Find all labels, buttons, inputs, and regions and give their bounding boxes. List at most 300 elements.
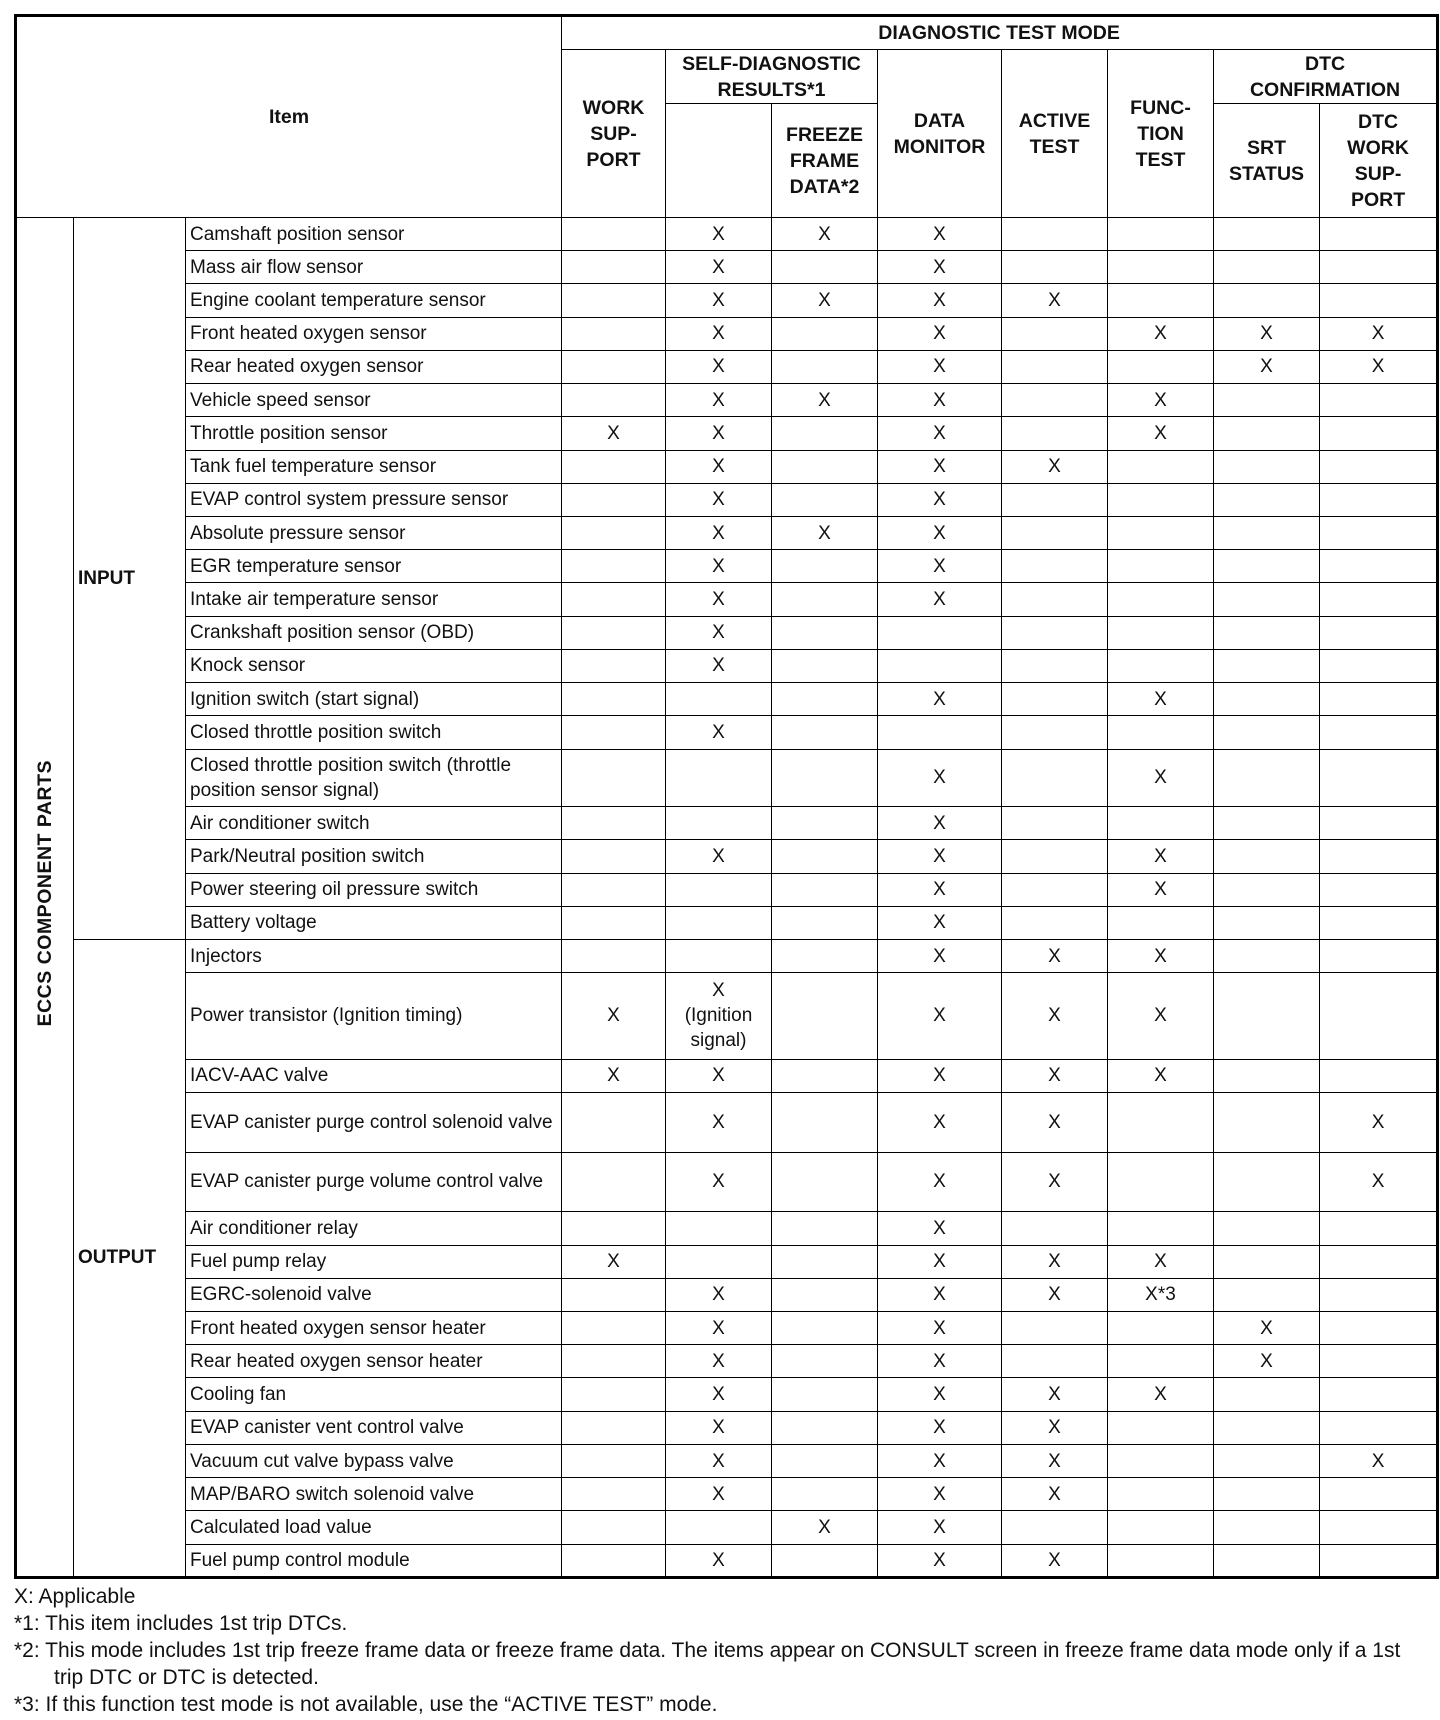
mark-cell <box>1320 1478 1438 1511</box>
mark-cell: X <box>878 1312 1002 1345</box>
mark-cell <box>1214 1059 1320 1092</box>
mark-cell <box>772 1444 878 1477</box>
table-row <box>16 807 1438 840</box>
mark-cell: X <box>666 1059 772 1092</box>
item-cell: EVAP canister vent control valve <box>186 1411 562 1444</box>
mark-cell <box>1002 417 1108 450</box>
mark-cell: X <box>878 516 1002 549</box>
item-cell: Absolute pressure sensor <box>186 516 562 549</box>
mark-cell: X <box>878 317 1002 350</box>
mark-cell <box>1108 583 1214 616</box>
mark-cell <box>562 939 666 972</box>
mark-cell <box>1320 1278 1438 1311</box>
mark-cell: X <box>878 1278 1002 1311</box>
mark-cell <box>772 1245 878 1278</box>
mark-cell: X <box>878 840 1002 873</box>
mark-cell: X <box>878 550 1002 583</box>
mark-cell <box>772 1312 878 1345</box>
mark-cell <box>666 1511 772 1544</box>
mark-cell <box>1108 716 1214 749</box>
mark-cell <box>772 1544 878 1577</box>
mark-cell: X <box>666 483 772 516</box>
item-cell: EVAP control system pressure sensor <box>186 483 562 516</box>
mark-cell <box>1002 218 1108 251</box>
mark-cell: X (Ignition signal) <box>666 973 772 1059</box>
mark-cell: X <box>666 583 772 616</box>
mark-cell <box>562 1278 666 1311</box>
mark-cell: X <box>1320 1152 1438 1212</box>
note-3: *3: If this function test mode is not available, use the “ACTIVE TEST” mode. <box>14 1693 718 1716</box>
mark-cell <box>1214 450 1320 483</box>
mark-cell <box>1002 873 1108 906</box>
mark-cell: X <box>1002 1411 1108 1444</box>
mark-cell: X <box>878 483 1002 516</box>
mark-cell: X <box>1002 1544 1108 1577</box>
mark-cell <box>1214 1444 1320 1477</box>
mark-cell <box>1320 906 1438 939</box>
mark-cell: X <box>1320 1092 1438 1152</box>
mark-cell <box>1320 973 1438 1059</box>
mark-cell <box>1108 1478 1214 1511</box>
mark-cell <box>1002 840 1108 873</box>
mark-cell: X <box>1108 683 1214 716</box>
mark-cell <box>772 906 878 939</box>
mark-cell <box>562 1312 666 1345</box>
mark-cell <box>1108 1444 1214 1477</box>
mark-cell <box>1320 616 1438 649</box>
mark-cell <box>1108 1312 1214 1345</box>
mark-cell: X <box>878 583 1002 616</box>
mark-cell: X <box>666 840 772 873</box>
mark-cell <box>1320 1511 1438 1544</box>
mark-cell <box>772 1378 878 1411</box>
mark-cell <box>1214 616 1320 649</box>
mark-cell <box>1320 1212 1438 1245</box>
mark-cell: X <box>666 516 772 549</box>
item-cell: Power steering oil pressure switch <box>186 873 562 906</box>
mark-cell <box>1320 1312 1438 1345</box>
mark-cell <box>562 284 666 317</box>
mark-cell <box>1108 1345 1214 1378</box>
table-row <box>16 550 1438 583</box>
mark-cell <box>1320 716 1438 749</box>
mark-cell <box>562 516 666 549</box>
col-self-diag-blank <box>666 104 772 218</box>
note-1: *1: This item includes 1st trip DTCs. <box>14 1612 348 1635</box>
mark-cell <box>1214 284 1320 317</box>
mark-cell: X <box>562 973 666 1059</box>
mark-cell: X <box>878 284 1002 317</box>
mark-cell <box>1002 583 1108 616</box>
mark-cell <box>1214 683 1320 716</box>
item-cell: Throttle position sensor <box>186 417 562 450</box>
col-dtc-confirmation: DTC CONFIRMATION <box>1214 50 1438 104</box>
mark-cell <box>772 483 878 516</box>
mark-cell <box>1002 807 1108 840</box>
col-self-diag: SELF-DIAGNOSTIC RESULTS*1 <box>666 50 878 104</box>
table-row <box>16 1092 1438 1152</box>
mark-cell: X <box>666 1544 772 1577</box>
table-row <box>16 1212 1438 1245</box>
mark-cell <box>1108 1152 1214 1212</box>
group-input: INPUT <box>74 218 186 940</box>
mark-cell: X <box>878 939 1002 972</box>
mark-cell <box>1214 873 1320 906</box>
mark-cell: X <box>666 450 772 483</box>
mark-cell: X <box>878 384 1002 417</box>
mark-cell <box>1108 906 1214 939</box>
mark-cell: X*3 <box>1108 1278 1214 1311</box>
mark-cell: X <box>1002 973 1108 1059</box>
table-row <box>16 284 1438 317</box>
mark-cell <box>1002 616 1108 649</box>
item-cell: Battery voltage <box>186 906 562 939</box>
mark-cell: X <box>1108 417 1214 450</box>
mark-cell <box>772 450 878 483</box>
mark-cell <box>878 716 1002 749</box>
mark-cell <box>1320 939 1438 972</box>
item-cell: Intake air temperature sensor <box>186 583 562 616</box>
table-row <box>16 516 1438 549</box>
mark-cell <box>1002 317 1108 350</box>
diag-mode-header: DIAGNOSTIC TEST MODE <box>562 16 1438 50</box>
mark-cell <box>1320 450 1438 483</box>
mark-cell <box>1002 251 1108 284</box>
item-cell: Fuel pump control module <box>186 1544 562 1577</box>
mark-cell <box>772 649 878 682</box>
mark-cell: X <box>1108 1245 1214 1278</box>
mark-cell <box>562 384 666 417</box>
mark-cell <box>878 649 1002 682</box>
mark-cell <box>562 1544 666 1577</box>
item-header: Item <box>16 16 562 218</box>
mark-cell: X <box>1108 317 1214 350</box>
mark-cell: X <box>666 550 772 583</box>
col-work-support: WORK SUP- PORT <box>562 50 666 218</box>
mark-cell: X <box>562 1245 666 1278</box>
mark-cell: X <box>878 1345 1002 1378</box>
table-row <box>16 840 1438 873</box>
mark-cell <box>1320 1245 1438 1278</box>
mark-cell: X <box>878 1212 1002 1245</box>
mark-cell <box>666 807 772 840</box>
mark-cell <box>1002 384 1108 417</box>
mark-cell <box>562 350 666 383</box>
mark-cell <box>1108 1411 1214 1444</box>
mark-cell <box>1214 1278 1320 1311</box>
mark-cell: X <box>1108 973 1214 1059</box>
item-cell: Vacuum cut valve bypass valve <box>186 1444 562 1477</box>
mark-cell: X <box>666 1092 772 1152</box>
mark-cell <box>1214 973 1320 1059</box>
footnotes <box>14 1583 1424 1718</box>
mark-cell <box>1002 483 1108 516</box>
mark-cell <box>1108 1212 1214 1245</box>
mark-cell: X <box>1108 1378 1214 1411</box>
mark-cell <box>1214 516 1320 549</box>
mark-cell <box>1320 583 1438 616</box>
mark-cell <box>1214 218 1320 251</box>
mark-cell <box>1108 450 1214 483</box>
table-row <box>16 417 1438 450</box>
mark-cell: X <box>1214 317 1320 350</box>
mark-cell <box>1002 749 1108 807</box>
item-cell: Calculated load value <box>186 1511 562 1544</box>
mark-cell: X <box>666 1478 772 1511</box>
mark-cell <box>772 1092 878 1152</box>
mark-cell: X <box>878 1245 1002 1278</box>
diagnostic-table-body <box>16 218 1438 1578</box>
item-cell: Front heated oxygen sensor heater <box>186 1312 562 1345</box>
mark-cell: X <box>1002 450 1108 483</box>
table-row <box>16 973 1438 1059</box>
mark-cell: X <box>1214 1345 1320 1378</box>
mark-cell <box>1214 1212 1320 1245</box>
mark-cell <box>1108 251 1214 284</box>
mark-cell: X <box>1002 284 1108 317</box>
mark-cell: X <box>772 384 878 417</box>
mark-cell: X <box>878 1544 1002 1577</box>
item-cell: Air conditioner relay <box>186 1212 562 1245</box>
mark-cell <box>562 1478 666 1511</box>
mark-cell <box>562 550 666 583</box>
col-dtc-work-support: DTC WORK SUP- PORT <box>1320 104 1438 218</box>
mark-cell: X <box>666 1152 772 1212</box>
mark-cell: X <box>878 749 1002 807</box>
mark-cell: X <box>878 1152 1002 1212</box>
mark-cell: X <box>1214 1312 1320 1345</box>
mark-cell: X <box>666 716 772 749</box>
mark-cell <box>1214 583 1320 616</box>
table-row <box>16 1278 1438 1311</box>
mark-cell <box>562 583 666 616</box>
mark-cell <box>1214 550 1320 583</box>
mark-cell: X <box>666 1345 772 1378</box>
mark-cell <box>1214 649 1320 682</box>
item-cell: EGR temperature sensor <box>186 550 562 583</box>
mark-cell <box>562 1411 666 1444</box>
item-cell: Power transistor (Ignition timing) <box>186 973 562 1059</box>
mark-cell: X <box>1002 1478 1108 1511</box>
table-row <box>16 749 1438 807</box>
mark-cell <box>1214 417 1320 450</box>
mark-cell <box>1214 939 1320 972</box>
mark-cell <box>1214 1152 1320 1212</box>
mark-cell: X <box>772 284 878 317</box>
mark-cell: X <box>666 284 772 317</box>
table-row <box>16 1544 1438 1577</box>
mark-cell <box>1320 1378 1438 1411</box>
mark-cell: X <box>878 1092 1002 1152</box>
table-row <box>16 1059 1438 1092</box>
col-data-monitor: DATA MONITOR <box>878 50 1002 218</box>
mark-cell: X <box>666 384 772 417</box>
mark-cell <box>772 251 878 284</box>
mark-cell <box>666 939 772 972</box>
mark-cell <box>1320 384 1438 417</box>
col-active-test: ACTIVE TEST <box>1002 50 1108 218</box>
table-row <box>16 1511 1438 1544</box>
mark-cell: X <box>878 873 1002 906</box>
table-row <box>16 218 1438 251</box>
mark-cell <box>666 683 772 716</box>
mark-cell: X <box>772 218 878 251</box>
mark-cell <box>562 251 666 284</box>
item-cell: Rear heated oxygen sensor <box>186 350 562 383</box>
item-cell: Cooling fan <box>186 1378 562 1411</box>
mark-cell <box>1002 350 1108 383</box>
mark-cell <box>1002 649 1108 682</box>
mark-cell: X <box>1320 317 1438 350</box>
mark-cell: X <box>1002 1059 1108 1092</box>
table-row <box>16 583 1438 616</box>
mark-cell <box>1214 1478 1320 1511</box>
mark-cell <box>1002 683 1108 716</box>
mark-cell: X <box>666 649 772 682</box>
table-row <box>16 1478 1438 1511</box>
mark-cell: X <box>878 1378 1002 1411</box>
table-row <box>16 1245 1438 1278</box>
mark-cell <box>1320 840 1438 873</box>
item-cell: Park/Neutral position switch <box>186 840 562 873</box>
mark-cell <box>562 749 666 807</box>
mark-cell <box>1214 716 1320 749</box>
group-output: OUTPUT <box>74 939 186 1577</box>
item-cell: Ignition switch (start signal) <box>186 683 562 716</box>
mark-cell <box>562 1212 666 1245</box>
mark-cell: X <box>878 906 1002 939</box>
mark-cell <box>772 417 878 450</box>
mark-cell: X <box>878 350 1002 383</box>
mark-cell <box>1108 516 1214 549</box>
diagnostic-table <box>14 14 1439 1579</box>
mark-cell <box>1002 1212 1108 1245</box>
mark-cell <box>562 1378 666 1411</box>
mark-cell <box>772 583 878 616</box>
item-cell: EVAP canister purge volume control valve <box>186 1152 562 1212</box>
mark-cell <box>1002 1345 1108 1378</box>
mark-cell <box>562 1092 666 1152</box>
table-row <box>16 1152 1438 1212</box>
item-cell: Vehicle speed sensor <box>186 384 562 417</box>
table-row <box>16 873 1438 906</box>
mark-cell: X <box>1002 1245 1108 1278</box>
mark-cell <box>1320 807 1438 840</box>
mark-cell: X <box>878 1059 1002 1092</box>
table-row <box>16 483 1438 516</box>
item-cell: EGRC-solenoid valve <box>186 1278 562 1311</box>
mark-cell <box>666 1212 772 1245</box>
item-cell: Tank fuel temperature sensor <box>186 450 562 483</box>
mark-cell <box>1320 1411 1438 1444</box>
item-cell: Fuel pump relay <box>186 1245 562 1278</box>
col-freeze-frame: FREEZE FRAME DATA*2 <box>772 104 878 218</box>
mark-cell: X <box>878 417 1002 450</box>
table-row <box>16 317 1438 350</box>
mark-cell <box>772 683 878 716</box>
mark-cell: X <box>878 683 1002 716</box>
mark-cell <box>1002 1511 1108 1544</box>
mark-cell <box>1214 1245 1320 1278</box>
item-cell: Engine coolant temperature sensor <box>186 284 562 317</box>
mark-cell <box>1214 1544 1320 1577</box>
mark-cell: X <box>666 616 772 649</box>
mark-cell <box>1108 807 1214 840</box>
mark-cell <box>772 807 878 840</box>
mark-cell <box>666 1245 772 1278</box>
mark-cell <box>1320 1345 1438 1378</box>
mark-cell <box>772 1478 878 1511</box>
mark-cell: X <box>878 1511 1002 1544</box>
mark-cell: X <box>878 1411 1002 1444</box>
item-cell: Front heated oxygen sensor <box>186 317 562 350</box>
mark-cell <box>1320 417 1438 450</box>
table-row <box>16 1444 1438 1477</box>
mark-cell <box>1214 749 1320 807</box>
mark-cell <box>1214 807 1320 840</box>
table-row <box>16 939 1438 972</box>
mark-cell: X <box>878 1478 1002 1511</box>
mark-cell: X <box>666 1444 772 1477</box>
mark-cell <box>1320 749 1438 807</box>
mark-cell <box>1214 384 1320 417</box>
table-row <box>16 906 1438 939</box>
mark-cell <box>1214 840 1320 873</box>
mark-cell <box>772 939 878 972</box>
mark-cell: X <box>666 1378 772 1411</box>
mark-cell <box>772 616 878 649</box>
mark-cell: X <box>1108 939 1214 972</box>
mark-cell <box>562 1511 666 1544</box>
item-cell: Knock sensor <box>186 649 562 682</box>
table-row <box>16 649 1438 682</box>
mark-cell <box>1108 350 1214 383</box>
mark-cell: X <box>666 1278 772 1311</box>
mark-cell <box>1320 550 1438 583</box>
mark-cell <box>1320 516 1438 549</box>
table-row <box>16 1345 1438 1378</box>
mark-cell <box>1108 284 1214 317</box>
mark-cell <box>1108 1092 1214 1152</box>
table-row <box>16 716 1438 749</box>
item-cell: Camshaft position sensor <box>186 218 562 251</box>
mark-cell <box>562 616 666 649</box>
mark-cell <box>1214 906 1320 939</box>
mark-cell: X <box>666 350 772 383</box>
mark-cell <box>1214 483 1320 516</box>
mark-cell <box>1214 1411 1320 1444</box>
mark-cell <box>1214 251 1320 284</box>
mark-cell <box>1002 516 1108 549</box>
mark-cell: X <box>666 1411 772 1444</box>
mark-cell: X <box>878 973 1002 1059</box>
mark-cell <box>666 749 772 807</box>
col-function-test: FUNC- TION TEST <box>1108 50 1214 218</box>
mark-cell <box>1002 716 1108 749</box>
mark-cell: X <box>1002 1378 1108 1411</box>
mark-cell <box>562 483 666 516</box>
mark-cell: X <box>1108 384 1214 417</box>
mark-cell <box>562 906 666 939</box>
mark-cell: X <box>1108 840 1214 873</box>
mark-cell: X <box>1002 1444 1108 1477</box>
mark-cell: X <box>1108 873 1214 906</box>
item-cell: EVAP canister purge control solenoid valve <box>186 1092 562 1152</box>
mark-cell <box>1214 1378 1320 1411</box>
mark-cell <box>1320 251 1438 284</box>
mark-cell: X <box>562 417 666 450</box>
mark-cell <box>772 1212 878 1245</box>
